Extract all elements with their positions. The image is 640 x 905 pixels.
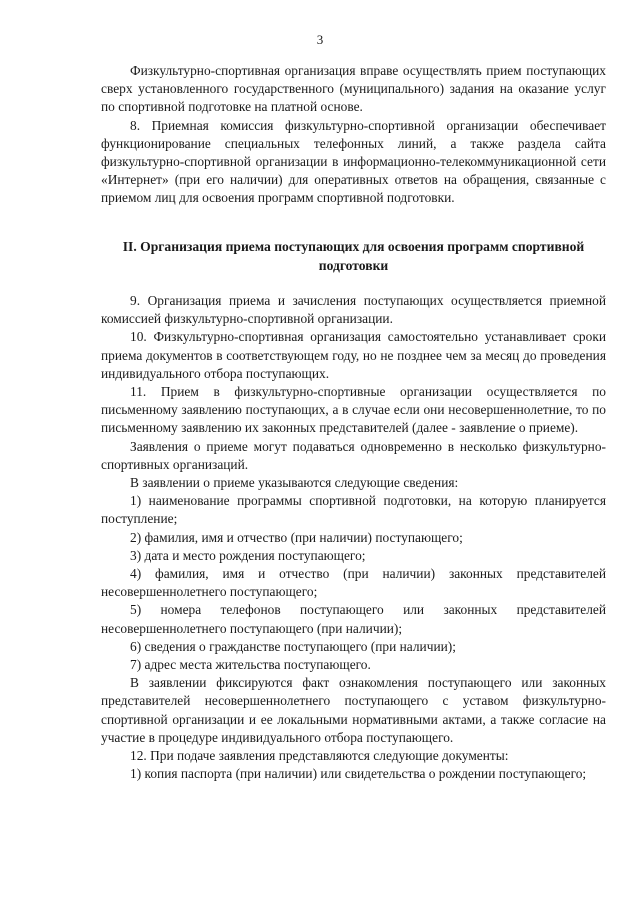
- paragraph-12: 12. При подаче заявления представляются следующие документы:: [130, 748, 509, 764]
- list-item: 2) фамилия, имя и отчество (при наличии) поступающего;: [130, 529, 463, 545]
- paragraph-acknowledgement: В заявлении фиксируются факт ознакомления поступающего или законных представителей несовершеннолетнего поступающего с уставом физкультурно-спортивной организации и ее локальными нормативными актами, а также согласие на участие в процедуре индивидуального отбора поступающего.: [101, 675, 606, 745]
- list-item: 4) фамилия, имя и отчество (при наличии) законных представителей несовершеннолетнего поступающего;: [101, 566, 606, 600]
- list-item: 1) копия паспорта (при наличии) или свидетельства о рождении поступающего;: [130, 766, 587, 782]
- list-item: 3) дата и место рождения поступающего;: [130, 547, 366, 563]
- list-item: 1) наименование программы спортивной подготовки, на которую планируется поступление;: [101, 493, 606, 527]
- paragraph-application-info: В заявлении о приеме указываются следующие сведения:: [130, 475, 459, 491]
- paragraph-8: 8. Приемная комиссия физкультурно-спортивной организации обеспечивает функционирование специальных телефонных линий, а также раздела сайта физкультурно-спортивной организации в информационно-телекоммуникационной сети «Интернет» (при его наличии) для оперативных ответов на обращения, связанные с приемом лиц для освоения программ спортивной подготовки.: [101, 117, 606, 206]
- list-item: 7) адрес места жительства поступающего.: [130, 657, 371, 673]
- page-number: 3: [316, 32, 324, 47]
- paragraph-paid-admission: Физкультурно-спортивная организация вправе осуществлять прием поступающих сверх установленного государственного (муниципального) задания на оказание услуг по спортивной подготовке на платной основе.: [101, 63, 606, 115]
- paragraph-11: 11. Прием в физкультурно-спортивные организации осуществляется по письменному заявлению поступающих, а в случае если они несовершеннолетние, то по письменному заявлению их законных представителей (далее - заявление о приеме).: [101, 384, 606, 436]
- paragraph-10: 10. Физкультурно-спортивная организация самостоятельно устанавливает сроки приема документов в соответствующем году, но не позднее чем за месяц до проведения индивидуального отбора поступающих.: [101, 329, 606, 381]
- list-item: 5) номера телефонов поступающего или законных представителей несовершеннолетнего поступающего (при наличии);: [101, 602, 606, 636]
- paragraph-multiple-applications: Заявления о приеме могут подаваться одновременно в несколько физкультурно-спортивных организаций.: [101, 438, 606, 472]
- list-item: 6) сведения о гражданстве поступающего (при наличии);: [130, 638, 456, 654]
- top-text-block: [101, 62, 606, 208]
- main-text-block: [101, 292, 606, 783]
- paragraph-9: 9. Организация приема и зачисления поступающих осуществляется приемной комиссией физкультурно-спортивной организации.: [101, 293, 606, 327]
- section-heading: II. Организация приема поступающих для освоения программ спортивной подготовки: [122, 239, 585, 273]
